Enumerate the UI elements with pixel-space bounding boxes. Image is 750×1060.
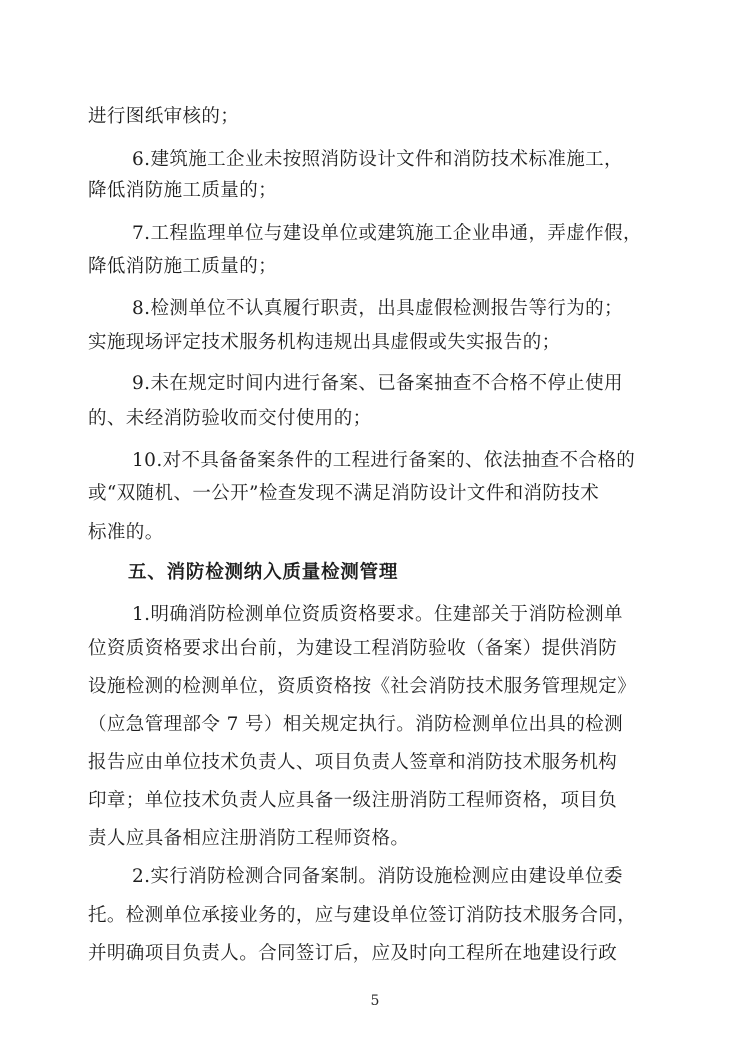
text-line-10: 10.对不具备备案条件的工程进行备案的、依法抽查不合格的 bbox=[132, 450, 636, 471]
text-line-3: 降低消防施工质量的； bbox=[88, 180, 278, 201]
text-line-4: 7.工程监理单位与建设单位或建筑施工企业串通，弄虚作假， bbox=[132, 223, 642, 244]
text-line-16: 设施检测的检测单位，资质资格按《社会消防技术服务管理规定》 bbox=[88, 676, 637, 697]
text-line-2: 6.建筑施工企业未按照消防设计文件和消防技术标准施工， bbox=[132, 149, 623, 170]
text-line-5: 降低消防施工质量的； bbox=[88, 256, 278, 277]
text-line-18: 报告应由单位技术负责人、项目负责人签章和消防技术服务机构 bbox=[88, 752, 618, 773]
text-line-23: 并明确项目负责人。合同签订后，应及时向工程所在地建设行政 bbox=[88, 943, 618, 964]
page-number: 5 bbox=[370, 993, 380, 1009]
section-heading: 五、消防检测纳入质量检测管理 bbox=[128, 562, 399, 583]
text-line-11: 或“双随机、一公开”检查发现不满足消防设计文件和消防技术 bbox=[88, 483, 600, 504]
text-line-21: 2.实行消防检测合同备案制。消防设施检测应由建设单位委 bbox=[132, 866, 623, 887]
text-line-20: 责人应具备相应注册消防工程师资格。 bbox=[88, 828, 410, 849]
text-line-7: 实施现场评定技术服务机构违规出具虚假或失实报告的； bbox=[88, 332, 561, 353]
text-line-6: 8.检测单位不认真履行职责，出具虚假检测报告等行为的； bbox=[132, 298, 623, 319]
text-line-19: 印章；单位技术负责人应具备一级注册消防工程师资格，项目负 bbox=[88, 790, 618, 811]
text-line-1: 进行图纸审核的； bbox=[88, 106, 240, 127]
text-line-15: 位资质资格要求出台前，为建设工程消防验收（备案）提供消防 bbox=[88, 638, 618, 659]
text-line-17: （应急管理部令 7 号）相关规定执行。消防检测单位出具的检测 bbox=[88, 714, 624, 735]
text-line-22: 托。检测单位承接业务的，应与建设单位签订消防技术服务合同， bbox=[88, 905, 637, 926]
text-line-8: 9.未在规定时间内进行备案、已备案抽查不合格不停止使用 bbox=[132, 373, 623, 394]
text-line-14: 1.明确消防检测单位资质资格要求。住建部关于消防检测单 bbox=[132, 604, 623, 625]
text-line-9: 的、未经消防验收而交付使用的； bbox=[88, 408, 372, 429]
text-line-12: 标准的。 bbox=[88, 522, 164, 543]
